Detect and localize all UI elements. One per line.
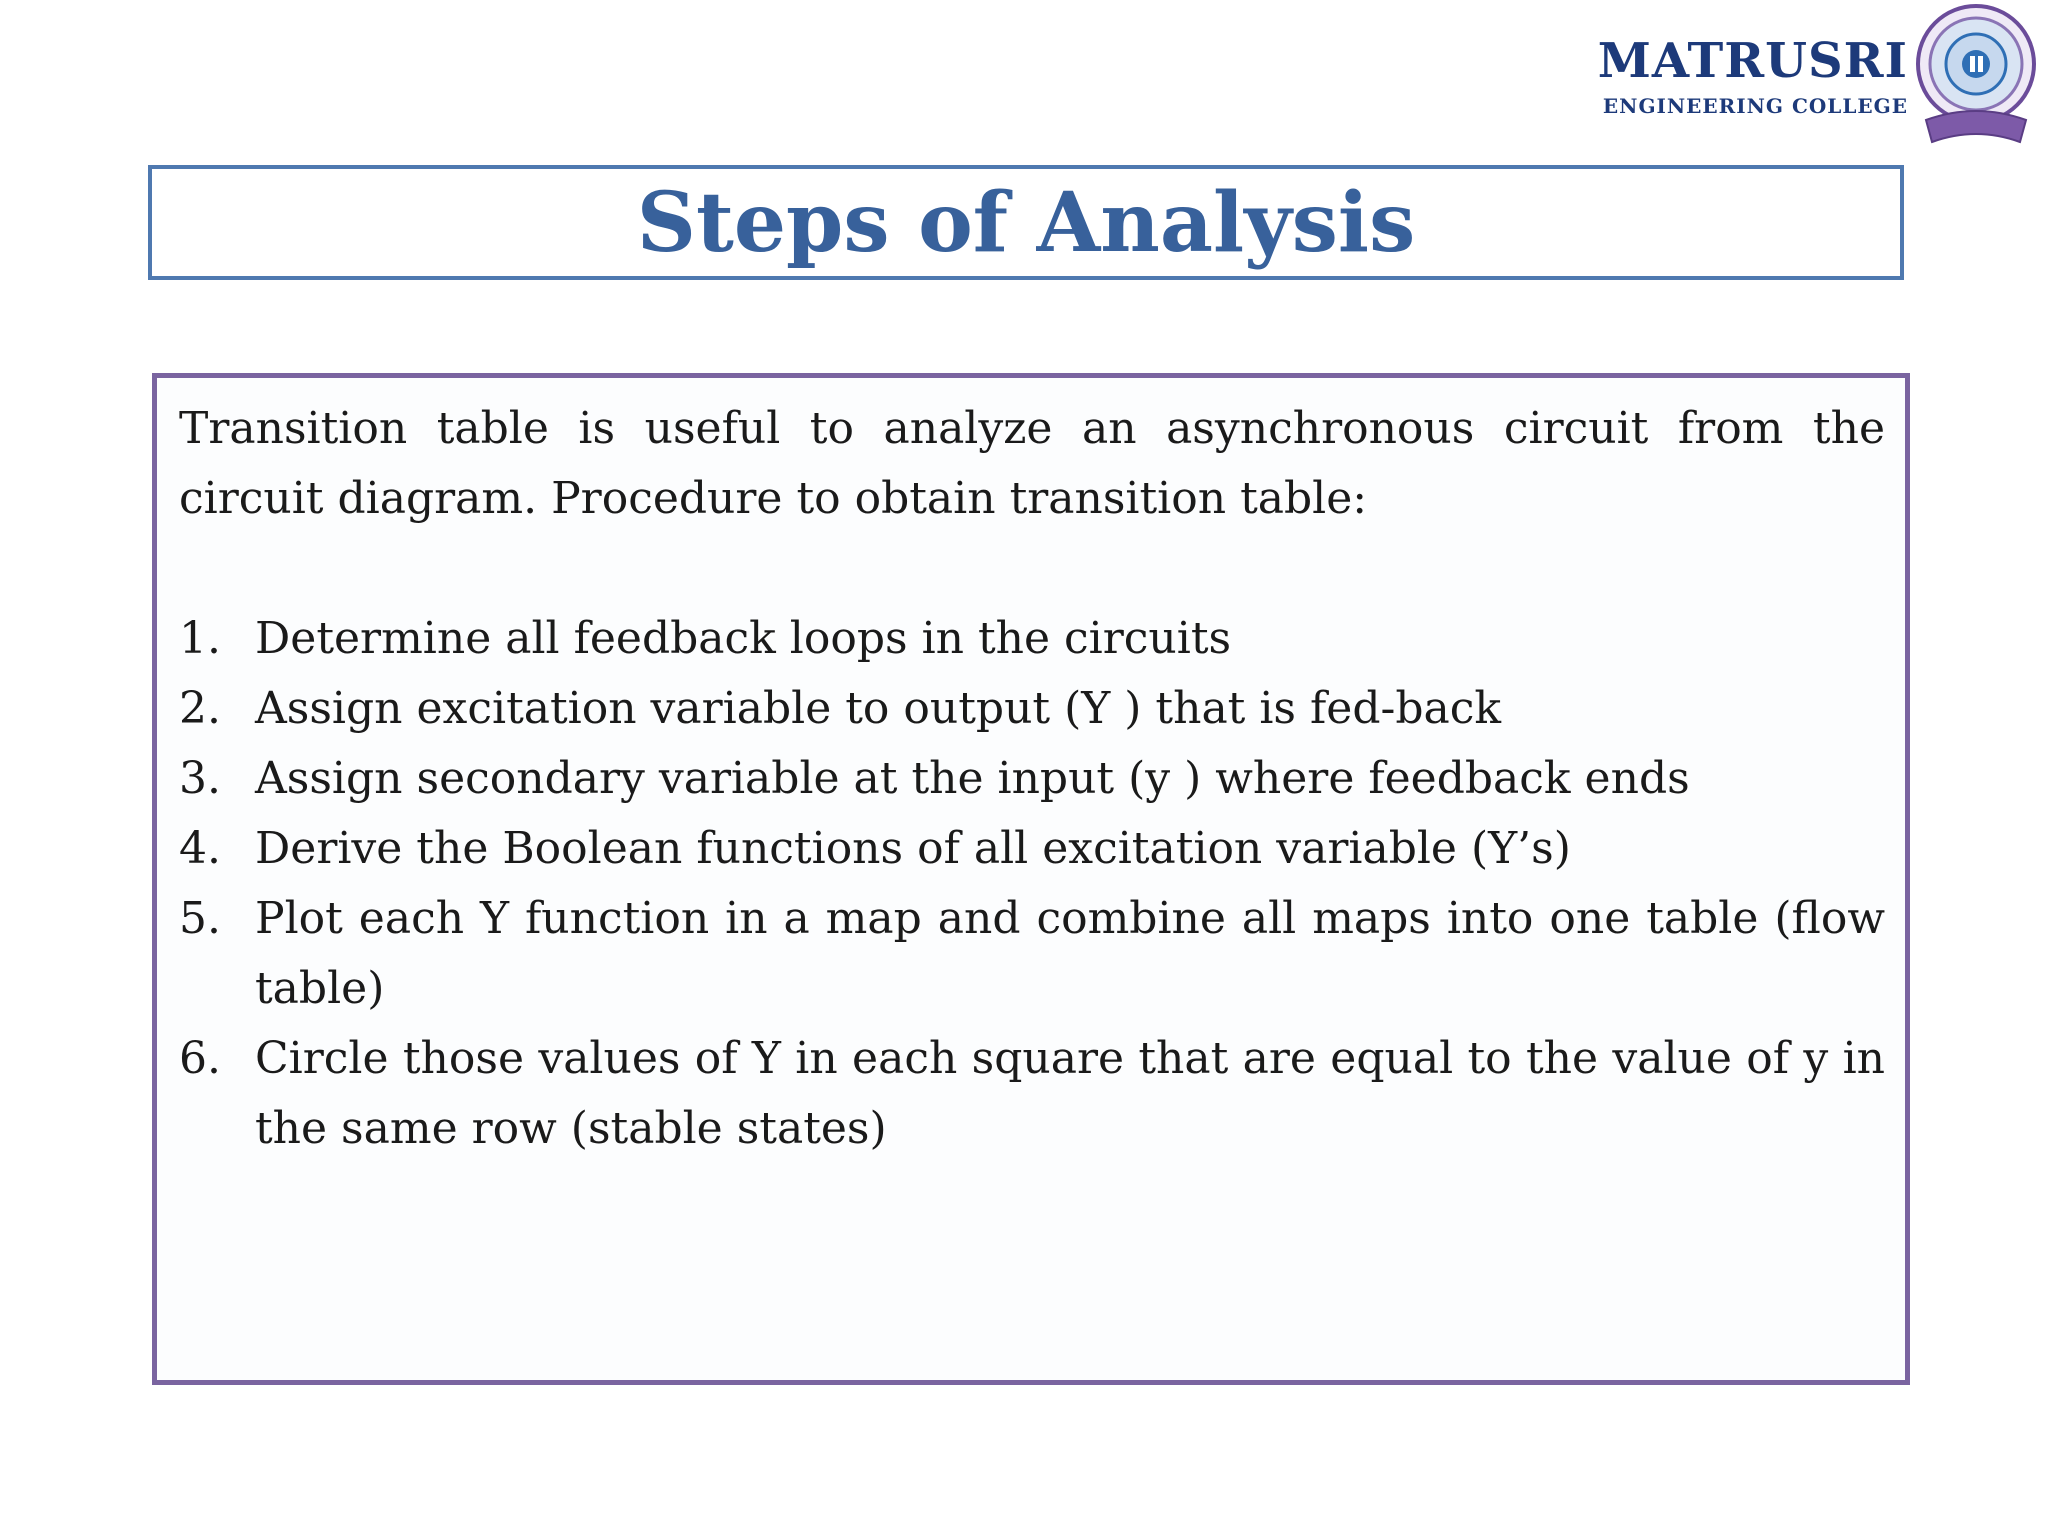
- steps-list: [179, 604, 1885, 1164]
- slide-title-box: [148, 165, 1904, 280]
- step-number: 2.: [179, 683, 221, 734]
- college-seal-icon: [1912, 2, 2040, 152]
- intro-paragraph: Transition table is useful to analyze an asynchronous circuit from the circuit diagram. Procedure to obtain transition table:: [179, 403, 1885, 524]
- step-number: 6.: [179, 1033, 221, 1084]
- step-text: Assign excitation variable to output (Y ) that is fed-back: [255, 683, 1502, 734]
- logo-name: MATRUSRI: [1597, 33, 1908, 89]
- step-number: 5.: [179, 893, 221, 944]
- list-item: [179, 814, 1885, 884]
- step-text: Assign secondary variable at the input (y ) where feedback ends: [255, 753, 1690, 804]
- step-number: 4.: [179, 823, 221, 874]
- step-text: Determine all feedback loops in the circuits: [255, 613, 1232, 664]
- step-text: Circle those values of Y in each square that are equal to the value of y in the same row (stable states): [255, 1033, 1885, 1154]
- list-item: [179, 674, 1885, 744]
- step-text: Plot each Y function in a map and combine all maps into one table (flow table): [255, 893, 1885, 1014]
- list-item: [179, 744, 1885, 814]
- list-item: [179, 1024, 1885, 1164]
- logo-subtitle: ENGINEERING COLLEGE: [1602, 94, 1908, 118]
- step-number: 3.: [179, 753, 221, 804]
- step-number: 1.: [179, 613, 221, 664]
- content-box: [152, 373, 1910, 1385]
- step-text: Derive the Boolean functions of all excitation variable (Y’s): [255, 823, 1571, 874]
- college-logo: [1588, 30, 2048, 150]
- list-item: [179, 884, 1885, 1024]
- list-item: [179, 604, 1885, 674]
- slide-title: Steps of Analysis: [636, 174, 1416, 271]
- logo-wordmark: [1598, 30, 1908, 118]
